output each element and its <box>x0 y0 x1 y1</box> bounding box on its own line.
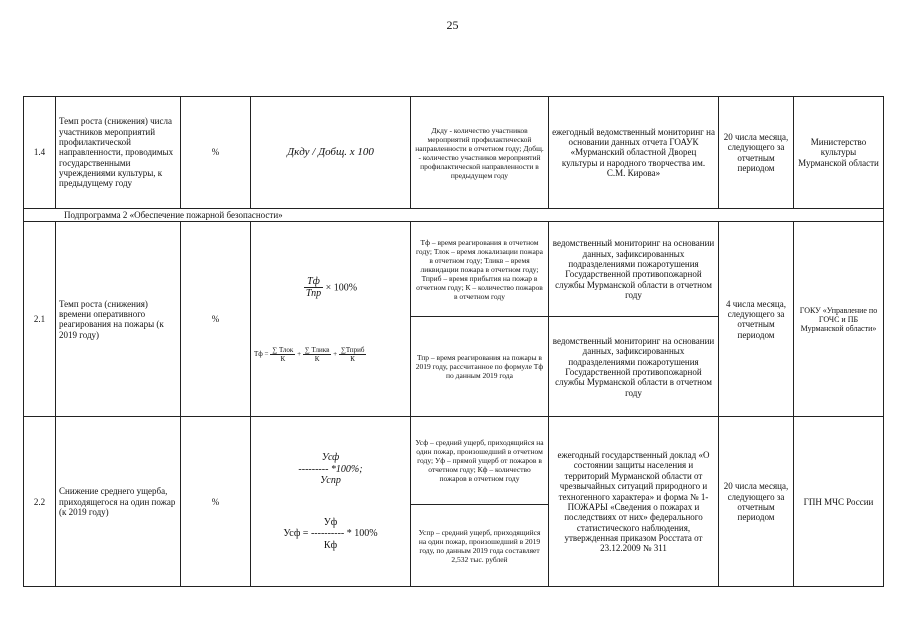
subprogram-title: Подпрограмма 2 «Обеспечение пожарной безопасности» <box>24 209 884 222</box>
unit-cell: % <box>181 97 251 209</box>
term-denominator: К <box>280 354 286 363</box>
term-numerator: ∑ Тликв <box>304 345 330 354</box>
table-row <box>24 417 884 505</box>
formula-bottom <box>254 517 407 552</box>
formula-denominator: Кф <box>323 539 338 551</box>
formula-top <box>254 452 407 487</box>
formula-legend: Тф – время реагирования в отчетном году; Тлок – время локализации пожара в отчетном году; Тликв – время ликвидации пожара в отчетном году; Тприб – время прибытия на пожар в отчетном году; К – количество пожаров в отчетном году <box>411 222 549 317</box>
formula-lhs: Тф = <box>254 349 269 358</box>
term-denominator: К <box>314 354 320 363</box>
deadline-cell: 20 числа месяца, следующего за отчетным периодом <box>719 417 794 587</box>
plus-sign: + <box>297 349 302 358</box>
formula-numerator: Тф <box>304 276 323 289</box>
indicator-name: Снижение среднего ущерба, приходящегося на один пожар (к 2019 году) <box>56 417 181 587</box>
row-number: 2.2 <box>24 417 56 587</box>
data-source: ведомственный мониторинг на основании данных, зафиксированных подразделениями пожаротушения Государственной противопожарной службы Мурманской области в отчетном году <box>549 222 719 317</box>
plus-sign: + <box>333 349 338 358</box>
unit-cell: % <box>181 222 251 417</box>
formula-bottom <box>254 346 407 363</box>
data-source: ведомственный мониторинг на основании данных, зафиксированных подразделениями пожаротушения Государственной противопожарной службы Мурманской области в отчетном году <box>549 317 719 417</box>
responsible-cell: ГОКУ «Управление по ГОЧС и ПБ Мурманской области» <box>794 222 884 417</box>
indicator-name: Темп роста (снижения) времени оперативного реагирования на пожары (к 2019 году) <box>56 222 181 417</box>
term-numerator: ∑Тприб <box>340 345 365 354</box>
indicator-name: Темп роста (снижения) числа участников мероприятий профилактической направленности, проводимых государственными учреждениями культуры, к предыдущему году <box>56 97 181 209</box>
formula-legend: Дкду - количество участников мероприятий профилактической направленности в отчетном году; Добщ. - количество участников мероприятий профилактической направленности в предыдущем году <box>411 97 549 209</box>
row-number: 1.4 <box>24 97 56 209</box>
formula-multiplier: × 100% <box>325 282 358 294</box>
formula-cell <box>251 417 411 587</box>
formula-top <box>254 276 407 300</box>
formula-legend: Тпр – время реагирования на пожары в 2019 году, рассчитанное по формуле Тф по данным 2019 года <box>411 317 549 417</box>
subprogram-row <box>24 209 884 222</box>
formula-numerator: Уф <box>323 516 338 528</box>
formula-numerator: Усф <box>321 452 340 464</box>
formula-term <box>303 346 332 363</box>
deadline-cell: 20 числа месяца, следующего за отчетным периодом <box>719 97 794 209</box>
formula-term <box>270 346 295 363</box>
formula-fraction <box>304 276 323 300</box>
formula-line: Усф = ---------- * 100% <box>283 528 378 540</box>
formula-term <box>339 346 367 363</box>
row-number: 2.1 <box>24 222 56 417</box>
formula-denominator: Тпр <box>305 288 322 300</box>
responsible-cell: ГПН МЧС России <box>794 417 884 587</box>
formula-cell: Дкду / Добщ. х 100 <box>251 97 411 209</box>
data-source: ежегодный ведомственный мониторинг на основании данных отчета ГОАУК «Мурманский областной Дворец культуры и народного творчества им. С.М. Кирова» <box>549 97 719 209</box>
unit-cell: % <box>181 417 251 587</box>
indicators-table <box>23 96 884 587</box>
deadline-cell: 4 числа месяца, следующего за отчетным периодом <box>719 222 794 417</box>
term-numerator: ∑ Тлок <box>272 345 294 354</box>
table-row <box>24 97 884 209</box>
formula-denominator: Успр <box>320 475 341 487</box>
data-source: ежегодный государственный доклад «О состоянии защиты населения и территорий Мурманской области от чрезвычайных ситуаций природного и техногенного характера» и форма № 1-ПОЖАРЫ «Сведения о пожарах и последствиях от них» федерального статистического наблюдения, утвержденная приказом Росстата от 23.12.2009 № 311 <box>549 417 719 587</box>
formula-legend: Успр – средний ущерб, приходящийся на один пожар, произошедший в 2019 году, по данным 2019 года составляет 2,532 тыс. рублей <box>411 505 549 587</box>
formula-cell <box>251 222 411 417</box>
table-row <box>24 222 884 317</box>
page-number: 25 <box>446 18 459 32</box>
formula-line: --------- *100%; <box>298 463 363 475</box>
formula-legend: Усф – средний ущерб, приходящийся на один пожар, произошедший в отчетном году; Уф – прямой ущерб от пожаров в отчетном году; Кф – количество пожаров в отчетном году <box>411 417 549 505</box>
term-denominator: К <box>350 354 355 363</box>
responsible-cell: Министерство культуры Мурманской области <box>794 97 884 209</box>
